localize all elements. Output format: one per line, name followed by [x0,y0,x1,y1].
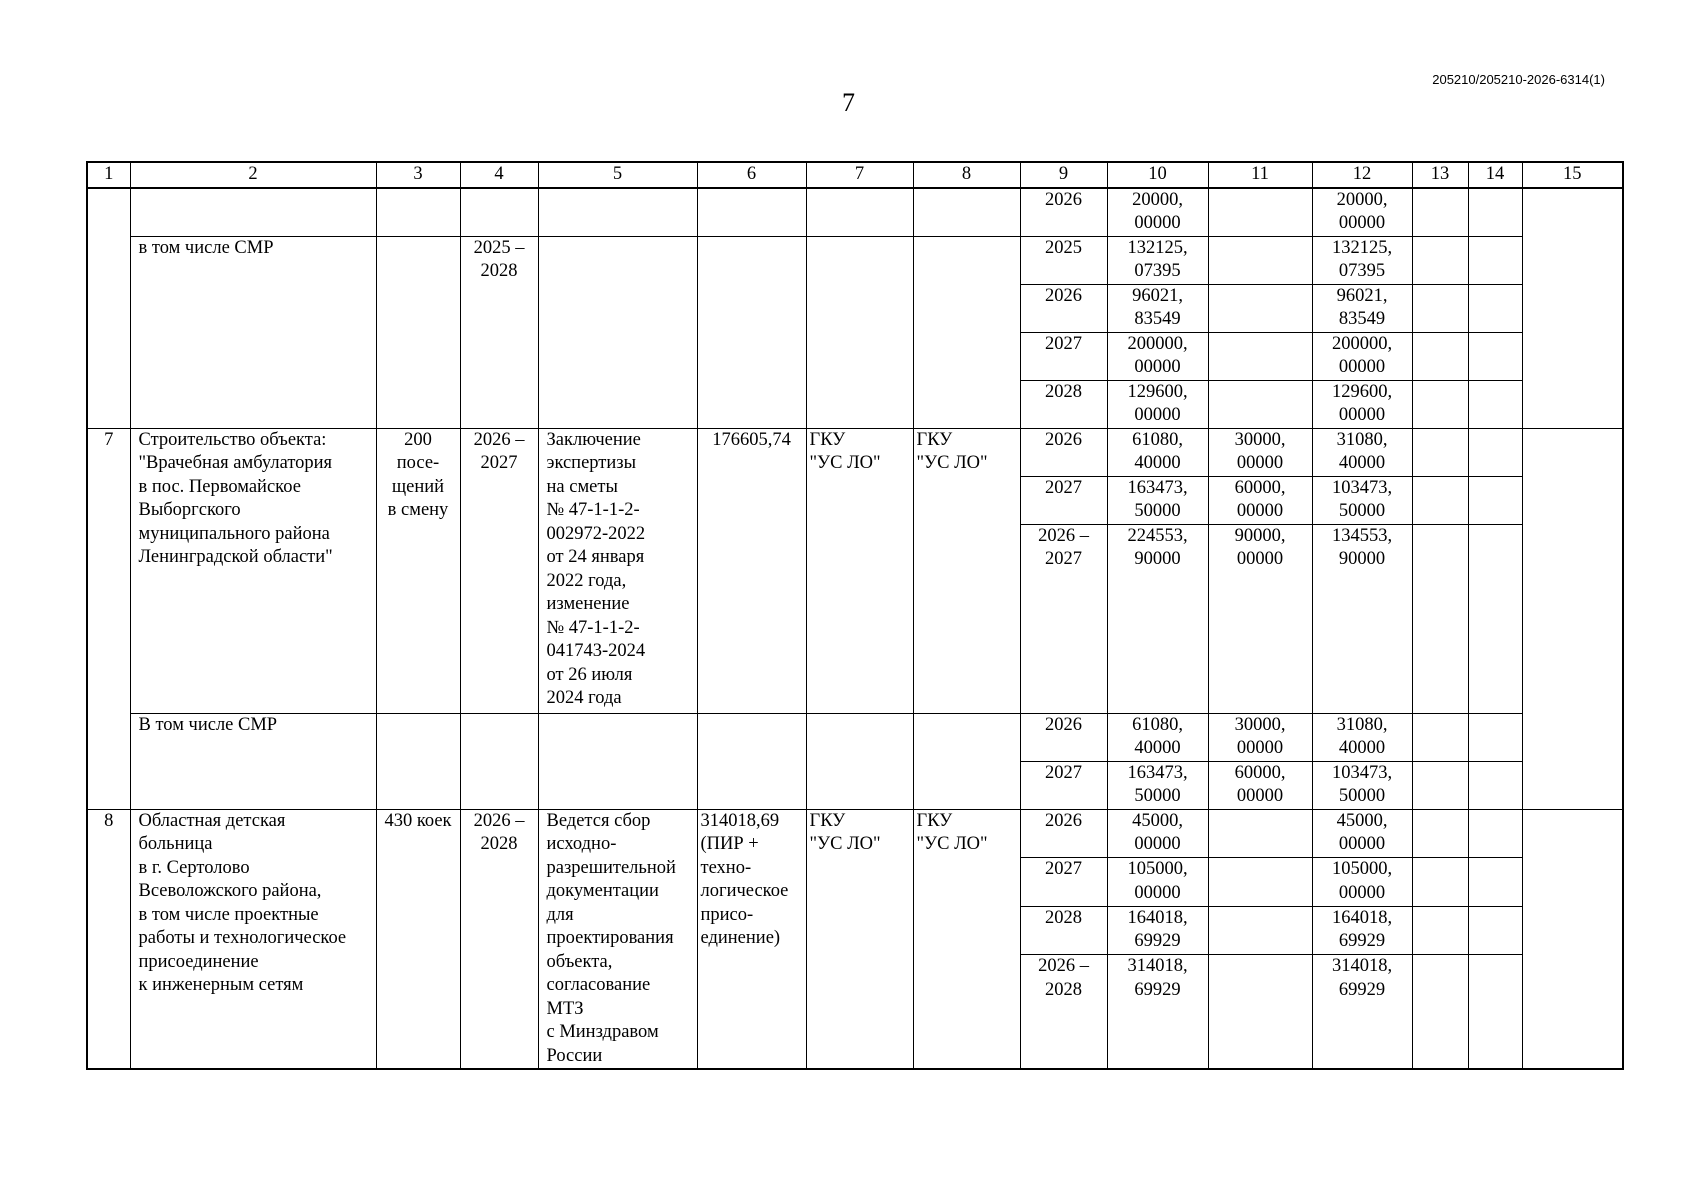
column-header: 5 [538,162,697,188]
cell-c14 [1468,809,1522,858]
cell-year: 2026 [1020,809,1107,858]
column-header: 2 [130,162,376,188]
cell-status [538,188,697,237]
cell-regional: 132125, 07395 [1312,236,1412,284]
cell-c13 [1412,332,1468,380]
cell-year: 2027 [1020,476,1107,524]
cell-period: 2026 – 2027 [460,428,538,713]
cell-name: Строительство объекта: "Врачебная амбулатория в пос. Первомайское Выборгского муниципального района Ленинградской области" [130,428,376,713]
cell-c14 [1468,524,1522,713]
cell-year: 2027 [1020,858,1107,907]
cell-cost [697,236,806,428]
cell-name: В том числе СМР [130,713,376,809]
cell-federal [1208,809,1312,858]
cell-c13 [1412,809,1468,858]
cell-c13 [1412,188,1468,237]
cell-regional: 164018, 69929 [1312,906,1412,955]
cell-regional: 129600, 00000 [1312,380,1412,428]
cell-name: Областная детская больница в г. Сертолово Всеволожского района, в том числе проектные работы и технологическое присоединение к инженерным сетям [130,809,376,1069]
cell-regional: 103473, 50000 [1312,476,1412,524]
cell-c14 [1468,284,1522,332]
cell-federal [1208,236,1312,284]
cell-year: 2027 [1020,761,1107,809]
cell-num: 8 [87,809,130,1069]
program-table [86,161,1624,1070]
cell-customer: ГКУ "УС ЛО" [806,428,913,713]
table-row [87,188,1623,237]
cell-federal: 30000, 00000 [1208,428,1312,476]
cell-c13 [1412,906,1468,955]
cell-customer [806,236,913,428]
cell-developer: ГКУ "УС ЛО" [913,809,1020,1069]
cell-c14 [1468,858,1522,907]
cell-capacity [376,236,460,428]
cell-cost: 314018,69 (ПИР + техно- логическое присо- единение) [697,809,806,1069]
cell-year: 2026 [1020,428,1107,476]
cell-status [538,236,697,428]
table-row [87,236,1623,284]
cell-capacity [376,188,460,237]
column-header: 10 [1107,162,1208,188]
cell-capacity: 200 посе- щений в смену [376,428,460,713]
cell-cost [697,188,806,237]
cell-cost [697,713,806,809]
cell-total: 129600, 00000 [1107,380,1208,428]
cell-period [460,713,538,809]
cell-developer [913,188,1020,237]
column-header: 11 [1208,162,1312,188]
cell-year: 2026 [1020,713,1107,761]
cell-regional: 20000, 00000 [1312,188,1412,237]
cell-total: 45000, 00000 [1107,809,1208,858]
column-header: 4 [460,162,538,188]
cell-c14 [1468,236,1522,284]
cell-federal [1208,284,1312,332]
cell-year: 2028 [1020,906,1107,955]
cell-regional: 45000, 00000 [1312,809,1412,858]
cell-period [460,188,538,237]
cell-period: 2025 – 2028 [460,236,538,428]
cell-c14 [1468,428,1522,476]
cell-year: 2028 [1020,380,1107,428]
cell-total: 163473, 50000 [1107,761,1208,809]
cell-customer: ГКУ "УС ЛО" [806,809,913,1069]
page-number: 7 [842,88,855,117]
cell-c14 [1468,955,1522,1069]
cell-year: 2026 [1020,188,1107,237]
cell-status: Заключение экспертизы на сметы № 47-1-1-2- 002972-2022 от 24 января 2022 года, изменение № 47-1-1-2- 041743-2024 от 26 июля 2024 года [538,428,697,713]
cell-cost: 176605,74 [697,428,806,713]
cell-federal: 90000, 00000 [1208,524,1312,713]
cell-capacity [376,713,460,809]
table-row [87,428,1623,476]
cell-regional: 314018, 69929 [1312,955,1412,1069]
cell-total: 132125, 07395 [1107,236,1208,284]
column-header: 1 [87,162,130,188]
cell-capacity: 430 коек [376,809,460,1069]
table-row [87,809,1623,858]
cell-status [538,713,697,809]
cell-total: 96021, 83549 [1107,284,1208,332]
cell-regional: 31080, 40000 [1312,428,1412,476]
cell-developer: ГКУ "УС ЛО" [913,428,1020,713]
cell-c13 [1412,236,1468,284]
cell-c14 [1468,188,1522,237]
cell-c14 [1468,761,1522,809]
cell-regional: 200000, 00000 [1312,332,1412,380]
cell-period: 2026 – 2028 [460,809,538,1069]
document-id: 205210/205210-2026-6314(1) [1432,72,1605,87]
cell-c13 [1412,761,1468,809]
cell-regional: 134553, 90000 [1312,524,1412,713]
cell-regional: 105000, 00000 [1312,858,1412,907]
cell-num [87,188,130,429]
cell-c13 [1412,713,1468,761]
cell-federal [1208,858,1312,907]
cell-c15 [1522,428,1623,809]
cell-c13 [1412,284,1468,332]
cell-developer [913,713,1020,809]
column-header: 13 [1412,162,1468,188]
cell-federal [1208,906,1312,955]
column-header: 9 [1020,162,1107,188]
table-row [87,713,1623,761]
cell-status: Ведется сбор исходно- разрешительной документации для проектирования объекта, согласование МТЗ с Минздравом России [538,809,697,1069]
cell-c13 [1412,428,1468,476]
column-header: 6 [697,162,806,188]
cell-federal [1208,380,1312,428]
cell-federal [1208,955,1312,1069]
cell-c14 [1468,332,1522,380]
cell-customer [806,188,913,237]
cell-federal: 30000, 00000 [1208,713,1312,761]
cell-federal: 60000, 00000 [1208,761,1312,809]
cell-year: 2025 [1020,236,1107,284]
column-header: 12 [1312,162,1412,188]
cell-c13 [1412,476,1468,524]
cell-c13 [1412,955,1468,1069]
cell-name: в том числе СМР [130,236,376,428]
cell-customer [806,713,913,809]
cell-federal [1208,188,1312,237]
cell-total: 314018, 69929 [1107,955,1208,1069]
column-header: 8 [913,162,1020,188]
column-header: 14 [1468,162,1522,188]
cell-c14 [1468,713,1522,761]
cell-total: 163473, 50000 [1107,476,1208,524]
cell-c13 [1412,858,1468,907]
column-header: 7 [806,162,913,188]
cell-name [130,188,376,237]
cell-year: 2026 [1020,284,1107,332]
cell-total: 105000, 00000 [1107,858,1208,907]
cell-federal: 60000, 00000 [1208,476,1312,524]
cell-developer [913,236,1020,428]
cell-num: 7 [87,428,130,809]
cell-total: 164018, 69929 [1107,906,1208,955]
column-header: 3 [376,162,460,188]
cell-regional: 96021, 83549 [1312,284,1412,332]
cell-c15 [1522,809,1623,1069]
cell-regional: 31080, 40000 [1312,713,1412,761]
cell-regional: 103473, 50000 [1312,761,1412,809]
cell-federal [1208,332,1312,380]
cell-year: 2026 – 2028 [1020,955,1107,1069]
column-header: 15 [1522,162,1623,188]
cell-c14 [1468,906,1522,955]
cell-c13 [1412,524,1468,713]
cell-year: 2026 – 2027 [1020,524,1107,713]
cell-c14 [1468,476,1522,524]
column-number-row [87,162,1623,188]
cell-total: 20000, 00000 [1107,188,1208,237]
cell-total: 224553, 90000 [1107,524,1208,713]
cell-year: 2027 [1020,332,1107,380]
cell-c13 [1412,380,1468,428]
cell-c14 [1468,380,1522,428]
cell-c15 [1522,188,1623,429]
cell-total: 61080, 40000 [1107,428,1208,476]
cell-total: 200000, 00000 [1107,332,1208,380]
cell-total: 61080, 40000 [1107,713,1208,761]
